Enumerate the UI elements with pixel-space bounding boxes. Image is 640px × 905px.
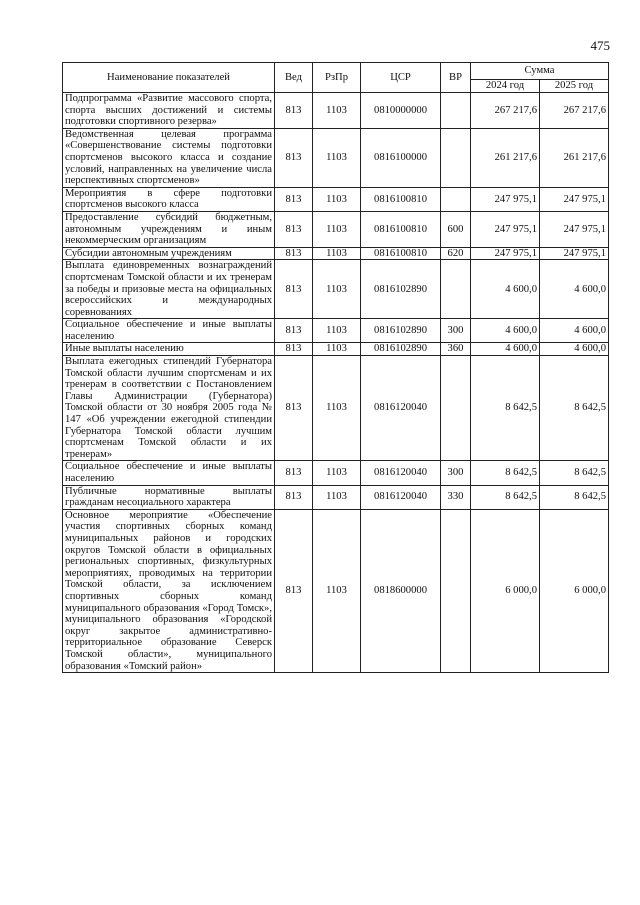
row-rzpr: 1103 [313, 211, 361, 247]
row-csr: 0818600000 [361, 509, 441, 672]
table-row [63, 509, 609, 672]
table-row [63, 93, 609, 129]
row-rzpr: 1103 [313, 319, 361, 343]
row-name: Субсидии автономным учреждениям [63, 247, 275, 260]
row-csr: 0816102890 [361, 260, 441, 319]
table-row [63, 319, 609, 343]
row-sum-2025: 6 000,0 [540, 509, 609, 672]
row-sum-2025: 261 217,6 [540, 128, 609, 187]
row-sum-2024: 8 642,5 [471, 461, 540, 485]
row-sum-2025: 8 642,5 [540, 485, 609, 509]
row-vr [441, 509, 471, 672]
row-name: Социальное обеспечение и иные выплаты населению [63, 319, 275, 343]
row-ved: 813 [275, 187, 313, 211]
row-rzpr: 1103 [313, 461, 361, 485]
row-vr: 360 [441, 343, 471, 356]
row-sum-2025: 247 975,1 [540, 247, 609, 260]
row-sum-2024: 4 600,0 [471, 319, 540, 343]
header-sum: Сумма [471, 63, 609, 80]
row-vr: 620 [441, 247, 471, 260]
row-ved: 813 [275, 260, 313, 319]
row-csr: 0816120040 [361, 485, 441, 509]
row-ved: 813 [275, 211, 313, 247]
row-rzpr: 1103 [313, 260, 361, 319]
row-ved: 813 [275, 356, 313, 461]
row-sum-2025: 4 600,0 [540, 319, 609, 343]
row-sum-2025: 4 600,0 [540, 260, 609, 319]
table-row [63, 187, 609, 211]
row-name: Выплата единовременных вознаграждений спортсменам Томской области и их тренерам за победы и призовые места на официальных всероссийских и международных соревнованиях [63, 260, 275, 319]
row-vr: 300 [441, 461, 471, 485]
row-vr [441, 93, 471, 129]
row-rzpr: 1103 [313, 93, 361, 129]
row-ved: 813 [275, 128, 313, 187]
row-rzpr: 1103 [313, 247, 361, 260]
row-csr: 0816100810 [361, 247, 441, 260]
row-csr: 0816102890 [361, 319, 441, 343]
row-name: Ведомственная целевая программа «Совершенствование системы подготовки спортсменов высокого класса и создание условий, направленных на увеличение числа перспективных спортсменов» [63, 128, 275, 187]
row-name: Публичные нормативные выплаты гражданам несоциального характера [63, 485, 275, 509]
row-csr: 0816120040 [361, 356, 441, 461]
row-sum-2024: 247 975,1 [471, 187, 540, 211]
row-ved: 813 [275, 461, 313, 485]
row-name: Мероприятия в сфере подготовки спортсменов высокого класса [63, 187, 275, 211]
row-sum-2025: 247 975,1 [540, 187, 609, 211]
row-vr [441, 128, 471, 187]
row-rzpr: 1103 [313, 187, 361, 211]
page-number: 475 [590, 38, 610, 53]
row-csr: 0816100000 [361, 128, 441, 187]
header-ved: Вед [275, 63, 313, 93]
header-2024: 2024 год [471, 80, 540, 93]
table-row [63, 128, 609, 187]
row-csr: 0816120040 [361, 461, 441, 485]
row-sum-2024: 4 600,0 [471, 260, 540, 319]
row-name: Иные выплаты населению [63, 343, 275, 356]
row-ved: 813 [275, 343, 313, 356]
row-sum-2024: 247 975,1 [471, 247, 540, 260]
row-rzpr: 1103 [313, 128, 361, 187]
row-vr: 600 [441, 211, 471, 247]
row-name: Основное мероприятие «Обеспечение участия спортивных сборных команд муниципальных районов и городских округов Томской области в официальных региональных спортивных, физкультурных мероприятиях, проводимых на территории Томской области, за исключением спортивных сборных команд муниципального образования «Город Томск», муниципального образования «Городской округ закрытое административно-территориальное образование Северск Томской области», муниципального образования «Томский район» [63, 509, 275, 672]
row-sum-2025: 247 975,1 [540, 211, 609, 247]
table-row [63, 247, 609, 260]
row-ved: 813 [275, 247, 313, 260]
row-csr: 0810000000 [361, 93, 441, 129]
row-rzpr: 1103 [313, 356, 361, 461]
row-csr: 0816100810 [361, 211, 441, 247]
row-sum-2024: 8 642,5 [471, 485, 540, 509]
header-2025: 2025 год [540, 80, 609, 93]
row-vr [441, 260, 471, 319]
row-sum-2025: 4 600,0 [540, 343, 609, 356]
row-ved: 813 [275, 319, 313, 343]
row-vr: 300 [441, 319, 471, 343]
row-rzpr: 1103 [313, 343, 361, 356]
table-row [63, 356, 609, 461]
row-sum-2025: 8 642,5 [540, 461, 609, 485]
table-row [63, 343, 609, 356]
row-sum-2024: 8 642,5 [471, 356, 540, 461]
row-ved: 813 [275, 93, 313, 129]
row-sum-2024: 267 217,6 [471, 93, 540, 129]
header-name: Наименование показателей [63, 63, 275, 93]
row-sum-2024: 6 000,0 [471, 509, 540, 672]
table-row [63, 485, 609, 509]
row-ved: 813 [275, 485, 313, 509]
row-name: Предоставление субсидий бюджетным, автономным учреждениям и иным некоммерческим организациям [63, 211, 275, 247]
row-vr: 330 [441, 485, 471, 509]
header-vr: ВР [441, 63, 471, 93]
row-ved: 813 [275, 509, 313, 672]
table-row [63, 461, 609, 485]
row-name: Социальное обеспечение и иные выплаты населению [63, 461, 275, 485]
table-row [63, 211, 609, 247]
row-sum-2025: 267 217,6 [540, 93, 609, 129]
header-csr: ЦСР [361, 63, 441, 93]
row-rzpr: 1103 [313, 509, 361, 672]
row-sum-2024: 4 600,0 [471, 343, 540, 356]
row-csr: 0816102890 [361, 343, 441, 356]
table-row [63, 260, 609, 319]
row-sum-2024: 247 975,1 [471, 211, 540, 247]
row-csr: 0816100810 [361, 187, 441, 211]
row-sum-2025: 8 642,5 [540, 356, 609, 461]
row-name: Подпрограмма «Развитие массового спорта, спорта высших достижений и системы подготовки спортивного резерва» [63, 93, 275, 129]
row-rzpr: 1103 [313, 485, 361, 509]
row-vr [441, 187, 471, 211]
row-name: Выплата ежегодных стипендий Губернатора Томской области лучшим спортсменам и их тренерам в соответствии с Постановлением Главы Администрации (Губернатора) Томской области от 30 ноября 2005 года № 147 «Об учреждении ежегодной стипендии Губернатора Томской области лучшим спортсменам Томской области и их тренерам» [63, 356, 275, 461]
row-sum-2024: 261 217,6 [471, 128, 540, 187]
header-rzpr: РзПр [313, 63, 361, 93]
row-vr [441, 356, 471, 461]
budget-table [62, 62, 609, 673]
